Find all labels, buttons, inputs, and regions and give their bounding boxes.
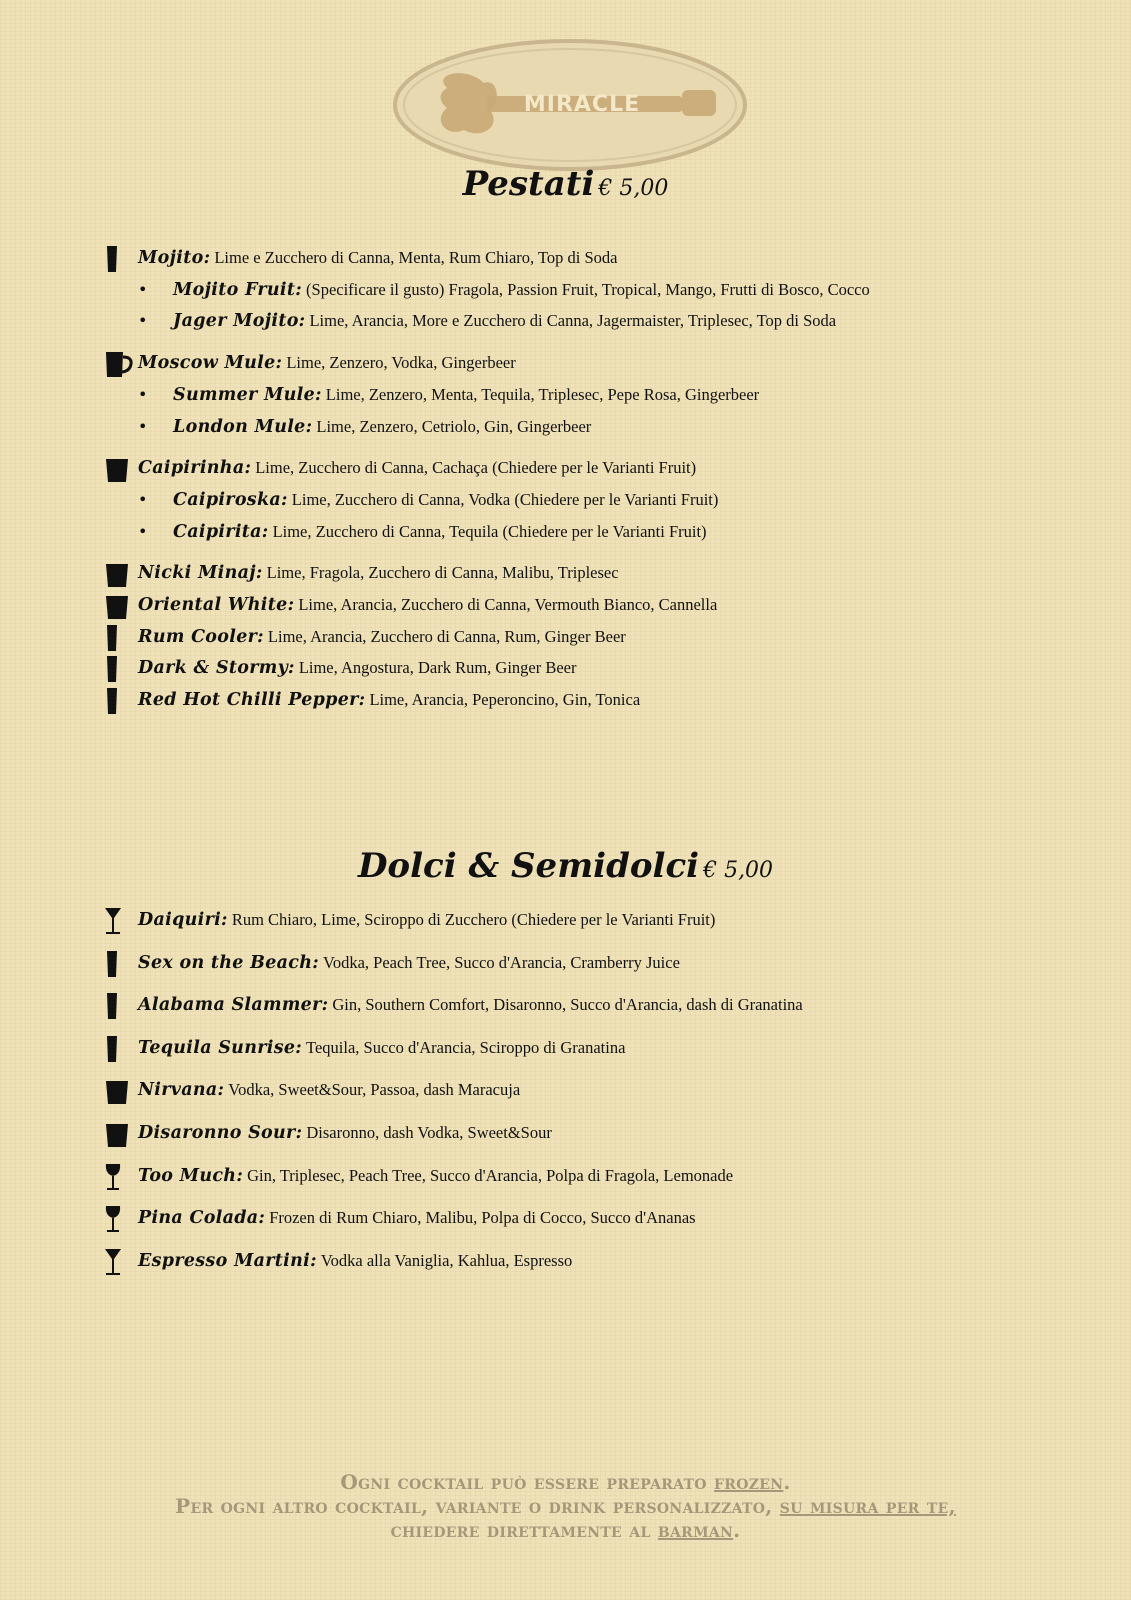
cocktail-name: Too Much:: [138, 1165, 244, 1186]
cocktail-ingredients: Vodka, Peach Tree, Succo d'Arancia, Cramberry Juice: [323, 952, 680, 972]
menu-item: [0, 948, 1131, 978]
wine-glass-icon: [103, 1203, 133, 1233]
wine-glass-icon: [103, 1161, 133, 1191]
cocktail-ingredients: Vodka, Sweet&Sour, Passoa, dash Maracuja: [228, 1080, 521, 1100]
cocktail-name: Tequila Sunrise:: [138, 1037, 303, 1058]
menu-item: [0, 558, 1131, 588]
cocktail-ingredients: Lime, Zucchero di Canna, Cachaça (Chiedere per le Varianti Fruit): [255, 458, 697, 478]
menu-item: [0, 306, 1131, 336]
cocktail-name: Jager Mojito:: [173, 311, 306, 332]
cocktail-ingredients: Lime e Zucchero di Canna, Menta, Rum Chiaro, Top di Soda: [214, 248, 618, 267]
menu-item: [0, 653, 1131, 683]
cocktail-ingredients: Vodka alla Vaniglia, Kahlua, Espresso: [320, 1250, 573, 1270]
menu-item: [0, 1161, 1131, 1191]
footer-line-1: Ogni cocktail può essere preparato frozen.: [340, 1470, 791, 1494]
cocktail-name: Oriental White:: [138, 595, 295, 615]
section-title-dolci: [0, 846, 1131, 886]
menu-item: [0, 1203, 1131, 1233]
svg-text:MIRACLE: MIRACLE: [523, 92, 641, 117]
footer-line-3: chiedere direttamente al barman.: [390, 1518, 741, 1542]
highball-glass-icon: [103, 990, 133, 1020]
section-title-text: Pestati: [462, 164, 595, 204]
cocktail-ingredients: Gin, Southern Comfort, Disaronno, Succo d'Arancia, dash di Granatina: [332, 995, 803, 1015]
tumbler-icon: [103, 1118, 133, 1148]
cocktail-name: Red Hot Chilli Pepper:: [138, 690, 366, 711]
cocktail-name: Rum Cooler:: [138, 626, 264, 647]
menu-item: [0, 685, 1131, 715]
menu-item: [0, 1033, 1131, 1063]
section-title-text: Dolci & Semidolci: [357, 846, 700, 886]
menu-item: [0, 275, 1131, 305]
cocktail-ingredients: Lime, Zucchero di Canna, Vodka (Chiedere per le Varianti Fruit): [291, 489, 719, 509]
highball-glass-icon: [103, 685, 133, 715]
cocktail-name: London Mule:: [173, 416, 313, 437]
cocktail-ingredients: Lime, Arancia, Zucchero di Canna, Rum, Ginger Beer: [267, 626, 626, 646]
cocktail-ingredients: Frozen di Rum Chiaro, Malibu, Polpa di Cocco, Succo d'Ananas: [269, 1208, 696, 1228]
cocktail-name: Daiquiri:: [138, 910, 228, 930]
cocktail-ingredients: Lime, Zucchero di Canna, Tequila (Chiedere per le Varianti Fruit): [272, 521, 707, 541]
cocktail-name: Caipirita:: [173, 521, 269, 542]
cocktail-ingredients: Gin, Triplesec, Peach Tree, Succo d'Arancia, Polpa di Fragola, Lemonade: [247, 1165, 734, 1185]
section-title-pestati: [0, 164, 1131, 204]
cocktail-ingredients: Rum Chiaro, Lime, Sciroppo di Zucchero (Chiedere per le Varianti Fruit): [231, 910, 716, 929]
menu-item: [0, 485, 1131, 515]
cocktail-ingredients: Lime, Zenzero, Cetriolo, Gin, Gingerbeer: [316, 416, 592, 436]
cocktail-name: Espresso Martini:: [138, 1250, 317, 1271]
cocktail-name: Mojito Fruit:: [173, 279, 303, 300]
menu-item: [0, 590, 1131, 620]
tumbler-icon: [103, 558, 133, 588]
cocktail-ingredients: Lime, Zenzero, Vodka, Gingerbeer: [286, 353, 516, 373]
menu-item: [0, 243, 1131, 273]
bullet-icon: •: [138, 489, 148, 509]
highball-glass-icon: [103, 243, 133, 273]
menu-item: [0, 412, 1131, 442]
martini-glass-icon: [103, 905, 133, 935]
cocktail-name: Dark & Stormy:: [138, 658, 295, 679]
cocktail-ingredients: Lime, Arancia, Peperoncino, Gin, Tonica: [369, 690, 641, 710]
menu-item: [0, 348, 1131, 378]
cocktail-ingredients: Lime, Zenzero, Menta, Tequila, Triplesec, Pepe Rosa, Gingerbeer: [325, 384, 760, 404]
cocktail-ingredients: Lime, Angostura, Dark Rum, Ginger Beer: [298, 658, 577, 678]
tumbler-icon: [103, 1075, 133, 1105]
menu-item: [0, 453, 1131, 483]
cocktail-name: Caipirinha:: [138, 458, 252, 479]
footer-note: [0, 1470, 1131, 1542]
miracle-logo: [392, 38, 748, 172]
cocktail-ingredients: Disaronno, dash Vodka, Sweet&Sour: [306, 1123, 552, 1142]
bullet-icon: •: [138, 416, 148, 436]
cocktail-name: Nirvana:: [138, 1080, 225, 1101]
bullet-icon: •: [138, 384, 148, 404]
menu-item: [0, 905, 1131, 935]
menu-item: [0, 990, 1131, 1020]
bullet-icon: •: [138, 311, 148, 331]
highball-glass-icon: [103, 653, 133, 683]
menu-item: [0, 1075, 1131, 1105]
section-price: € 5,00: [598, 176, 669, 201]
cocktail-ingredients: Lime, Fragola, Zucchero di Canna, Malibu, Triplesec: [266, 563, 619, 583]
cocktail-name: Caipiroska:: [173, 489, 288, 510]
menu-item: [0, 1246, 1131, 1276]
menu-item: [0, 1118, 1131, 1148]
menu-item: [0, 517, 1131, 547]
cocktail-name: Pina Colada:: [138, 1208, 266, 1229]
bullet-icon: •: [138, 279, 148, 299]
menu-item: [0, 380, 1131, 410]
bullet-icon: •: [138, 521, 148, 541]
highball-glass-icon: [103, 622, 133, 652]
mug-icon: [103, 348, 133, 378]
martini-glass-icon: [103, 1246, 133, 1276]
footer-line-2: Per ogni altro cocktail, variante o drink personalizzato, su misura per te,: [175, 1494, 956, 1518]
tumbler-icon: [103, 590, 133, 620]
cocktail-name: Sex on the Beach:: [138, 952, 320, 973]
cocktail-name: Nicki Minaj:: [138, 563, 263, 584]
highball-glass-icon: [103, 948, 133, 978]
cocktail-name: Alabama Slammer:: [138, 995, 329, 1016]
cocktail-name: Disaronno Sour:: [138, 1123, 303, 1143]
cocktail-name: Summer Mule:: [173, 384, 322, 405]
cocktail-name: Mojito:: [138, 248, 211, 268]
cocktail-ingredients: (Specificare il gusto) Fragola, Passion Fruit, Tropical, Mango, Frutti di Bosco, Cocco: [306, 279, 870, 299]
cocktail-ingredients: Tequila, Succo d'Arancia, Sciroppo di Granatina: [306, 1037, 626, 1057]
cocktail-ingredients: Lime, Arancia, Zucchero di Canna, Vermouth Bianco, Cannella: [298, 595, 718, 614]
section-price: € 5,00: [703, 858, 774, 883]
highball-glass-icon: [103, 1033, 133, 1063]
cocktail-name: Moscow Mule:: [138, 353, 283, 374]
cocktail-ingredients: Lime, Arancia, More e Zucchero di Canna, Jagermaister, Triplesec, Top di Soda: [309, 311, 837, 331]
tumbler-icon: [103, 453, 133, 483]
menu-item: [0, 622, 1131, 652]
